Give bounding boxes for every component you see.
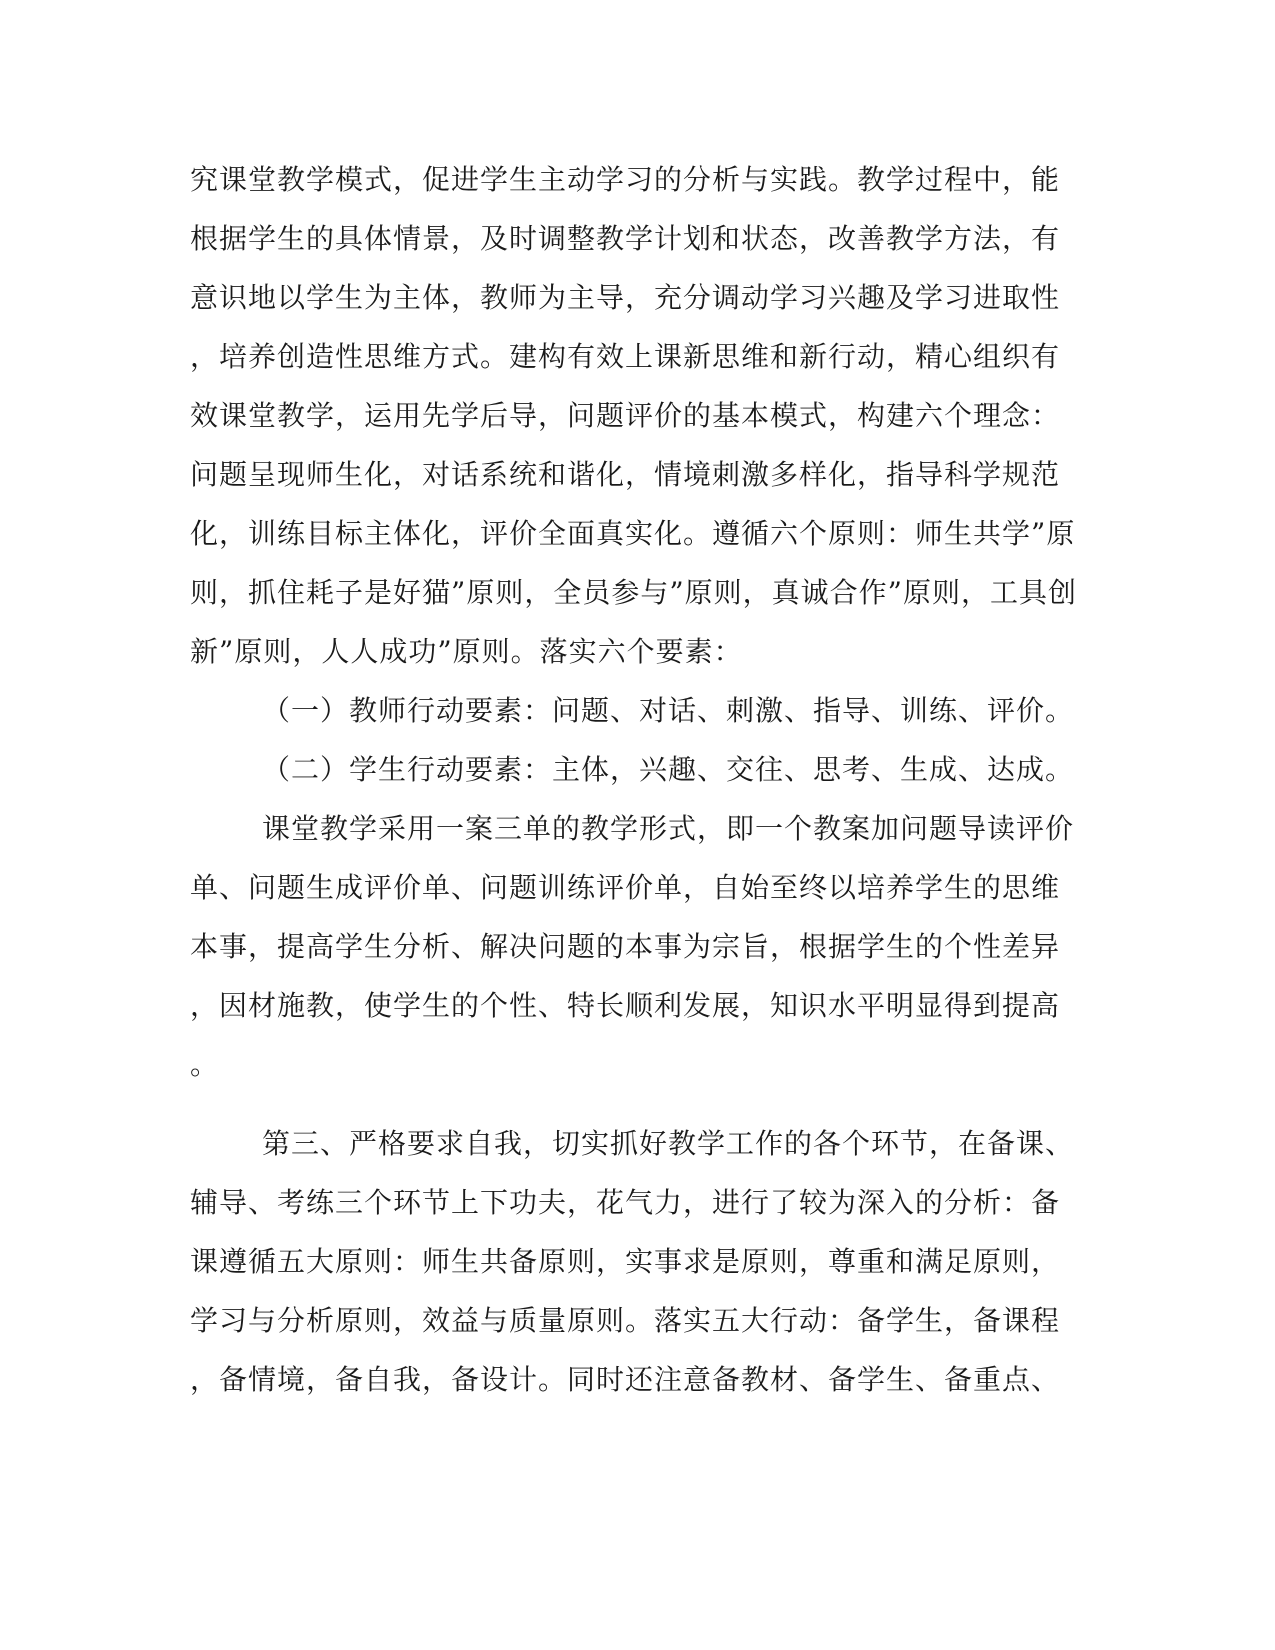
text-line: 究课堂教学模式，促进学生主动学习的分析与实践。教学过程中，能 — [190, 163, 1061, 196]
text-line: 课堂教学采用一案三单的教学形式，即一个教案加问题导读评价 — [262, 812, 1075, 845]
text-line: ，培养创造性思维方式。建构有效上课新思维和新行动，精心组织有 — [190, 340, 1061, 373]
text-line: （二）学生行动要素：主体，兴趣、交往、思考、生成、达成。 — [262, 753, 1075, 786]
text-line: 问题呈现师生化，对话系统和谐化，情境刺激多样化，指导科学规范 — [190, 458, 1061, 491]
text-line: ，因材施教，使学生的个性、特长顺利发展，知识水平明显得到提高 — [190, 989, 1061, 1022]
text-line: 课遵循五大原则：师生共备原则，实事求是原则，尊重和满足原则， — [190, 1245, 1061, 1278]
text-line: 单、问题生成评价单、问题训练评价单，自始至终以培养学生的思维 — [190, 871, 1061, 904]
text-line: （一）教师行动要素：问题、对话、刺激、指导、训练、评价。 — [262, 694, 1075, 727]
text-line: 意识地以学生为主体，教师为主导，充分调动学习兴趣及学习进取性 — [190, 281, 1061, 314]
text-line: 则，抓住耗子是好猫”原则，全员参与”原则，真诚合作”原则，工具创 — [190, 576, 1077, 609]
text-line: 化，训练目标主体化，评价全面真实化。遵循六个原则：师生共学”原 — [190, 517, 1076, 550]
text-line: 第三、严格要求自我，切实抓好教学工作的各个环节，在备课、 — [262, 1127, 1075, 1160]
text-line: ，备情境，备自我，备设计。同时还注意备教材、备学生、备重点、 — [190, 1363, 1061, 1396]
text-line: 。 — [190, 1048, 220, 1081]
text-line: 新”原则，人人成功”原则。落实六个要素： — [190, 635, 743, 668]
text-line: 本事，提高学生分析、解决问题的本事为宗旨，根据学生的个性差异 — [190, 930, 1061, 963]
text-line: 效课堂教学，运用先学后导，问题评价的基本模式，构建六个理念： — [190, 399, 1061, 432]
text-line: 辅导、考练三个环节上下功夫，花气力，进行了较为深入的分析：备 — [190, 1186, 1061, 1219]
text-line: 根据学生的具体情景，及时调整教学计划和状态，改善教学方法，有 — [190, 222, 1061, 255]
text-line: 学习与分析原则，效益与质量原则。落实五大行动：备学生，备课程 — [190, 1304, 1061, 1337]
